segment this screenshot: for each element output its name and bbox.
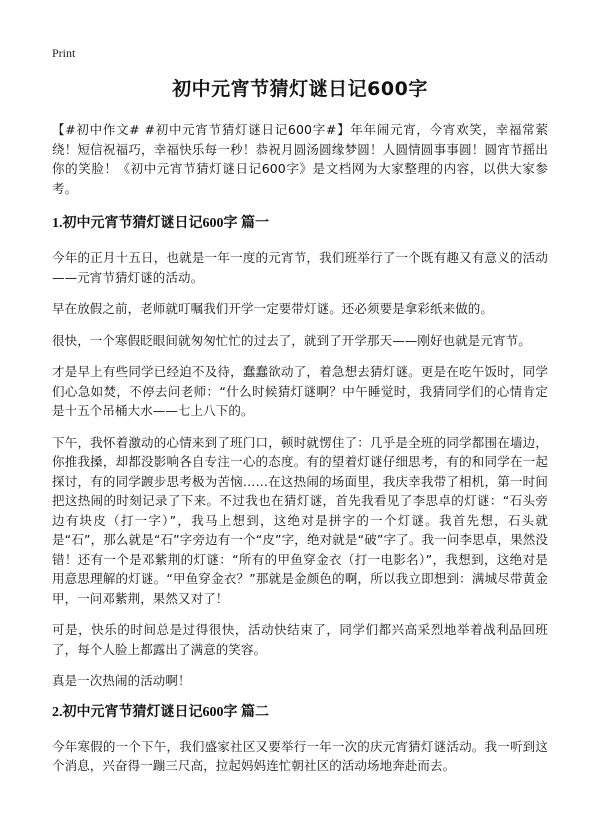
- intro-paragraph: 【#初中作文# #初中元宵节猜灯谜日记600字#】年年闹元宵，今宵欢笑，幸福常萦绕！短信祝福巧，幸福快乐每一秒！恭祝月圆汤圆缘梦圆！人圆情圆事事圆！圆宵节摇出你的笑脸！《初中元宵节猜灯谜日记600字》是文档网为大家整理的内容，以供大家参考。: [52, 122, 548, 196]
- paragraph: 可是，快乐的时间总是过得很快，活动快结束了，同学们都兴高采烈地举着战利品回班了，每个人脸上都露出了满意的笑容。: [52, 622, 548, 657]
- paragraph: 下午，我怀着激动的心情来到了班门口，顿时就愣住了：几乎是全班的同学都围在墙边，你推我搡，却都没影响各自专注一心的态度。有的望着灯谜仔细思考，有的和同学在一起探讨，有的同学踱步思考极为苦恼……在这热闹的场面里，我庆幸我带了相机，第一时间把这热闹的时刻记录了下来。不过我也在猜灯谜，首先我看见了李思卓的灯谜：“石头旁边有块皮（打一字）”，我马上想到，这绝对是拼字的一个灯谜。我首先想，石头就是“石”，那么就是“石”字旁边有一个“皮”字，绝对就是“破”字了。我一问李思卓，果然没错！还有一个是邓紫荆的灯谜：“所有的甲鱼穿金衣（打一电影名）”，我想到，这绝对是用意思理解的灯谜。“甲鱼穿金衣？”那就是金颜色的啊，所以我立即想到：满城尽带黄金甲，一问邓紫荆，果然又对了！: [52, 434, 548, 606]
- paragraph: 真是一次热闹的活动啊！: [52, 673, 191, 688]
- paragraph: 很快，一个寒假眨眼间就匆匆忙忙的过去了，就到了开学那天——刚好也就是元宵节。: [52, 332, 531, 348]
- print-link[interactable]: Print: [52, 46, 76, 60]
- article-body: [52, 120, 548, 788]
- page-title: 初中元宵节猜灯谜日记600字: [172, 78, 428, 100]
- section-1: [52, 214, 548, 691]
- section-heading: 1.初中元宵节猜灯谜日记600字 篇一: [52, 216, 269, 231]
- section-2: [52, 703, 548, 776]
- paragraph: 才是早上有些同学已经迫不及待，蠢蠢欲动了，着急想去猜灯谜。更是在吃午饭时，同学们心急如焚，不停去问老师：“什么时候猜灯谜啊？中午睡觉时，我猜同学们的心情肯定是十五个吊桶大水——七上八下的。: [52, 364, 548, 418]
- paragraph: 今年寒假的一个下午，我们盛家社区又要举行一年一次的庆元宵猜灯谜活动。我一听到这个消息，兴奋得一蹦三尺高，拉起妈妈连忙朝社区的活动场地奔赴而去。: [52, 738, 548, 773]
- section-heading: 2.初中元宵节猜灯谜日记600字 篇二: [52, 704, 269, 720]
- paragraph: 早在放假之前，老师就叮嘱我们开学一定要带灯谜。还必须要是拿彩纸来做的。: [52, 301, 494, 316]
- paragraph: 今年的正月十五日，也就是一年一度的元宵节，我们班举行了一个既有趣又有意义的活动——元宵节猜灯谜的活动。: [52, 250, 548, 285]
